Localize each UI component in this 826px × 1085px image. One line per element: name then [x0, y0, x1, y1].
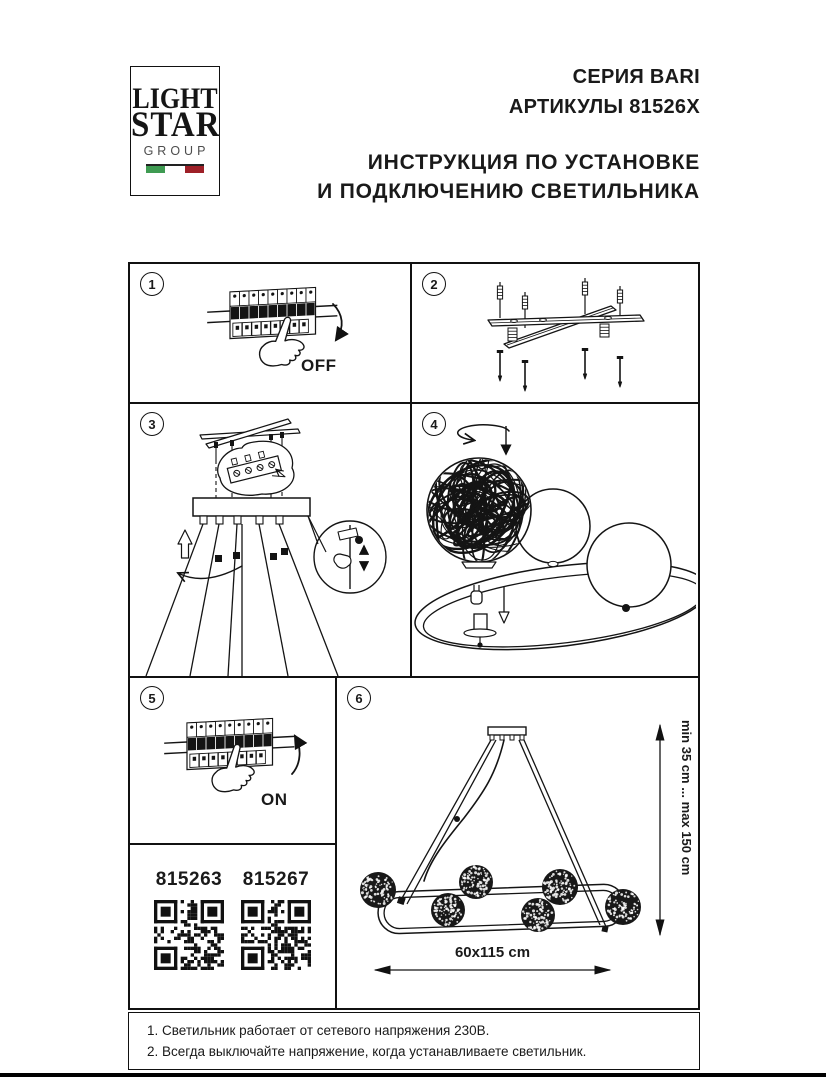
logo-group-text: GROUP	[143, 144, 210, 158]
steps-grid	[128, 262, 700, 1010]
step-number-badge: 4	[422, 412, 446, 436]
on-label: ON	[261, 790, 288, 809]
italy-flag-icon	[146, 164, 204, 173]
step-panel-2	[412, 264, 698, 404]
step-panel-5	[130, 678, 337, 845]
series-title: СЕРИЯ BARI	[572, 66, 700, 88]
qr-code-left	[154, 900, 224, 970]
safety-notes	[128, 1012, 700, 1070]
step-number-badge: 1	[140, 272, 164, 296]
qr-item	[231, 869, 321, 970]
flag-green-stripe	[146, 166, 165, 173]
instruction-title-line1: ИНСТРУКЦИЯ ПО УСТАНОВКЕ	[367, 151, 700, 174]
breaker-off-drawing	[130, 264, 410, 402]
canopy-wiring-drawing	[130, 404, 410, 676]
instruction-title-line2: И ПОДКЛЮЧЕНИЮ СВЕТИЛЬНИКА	[317, 180, 700, 203]
lightstar-logo	[130, 66, 220, 196]
step-number-badge: 3	[140, 412, 164, 436]
article-code-right: 815267	[242, 869, 310, 890]
step-panel-6	[337, 678, 698, 1008]
note-line-2: 2. Всегда выключайте напряжение, когда устанавливаете светильник.	[147, 1044, 587, 1059]
step-panel-4	[412, 404, 698, 678]
logo-light-text: LIGHT	[132, 81, 218, 116]
flag-white-stripe	[165, 166, 184, 173]
step-number-badge: 6	[347, 686, 371, 710]
article-code-left: 815263	[155, 869, 223, 890]
qr-code-right	[241, 900, 311, 970]
step-panel-3	[130, 404, 412, 678]
document-header	[317, 62, 700, 206]
qr-section	[130, 845, 337, 1008]
step-number-badge: 2	[422, 272, 446, 296]
height-range-label: min 35 cm ... max 150 cm	[679, 720, 694, 876]
bracket-screws-drawing	[412, 264, 696, 402]
sphere-assembly-drawing	[412, 404, 696, 676]
logo-star-text: STAR	[131, 105, 221, 145]
note-line-1: 1. Светильник работает от сетевого напряжения 230В.	[147, 1023, 490, 1038]
width-dimension-label: 60x115 cm	[454, 944, 531, 961]
off-label: OFF	[301, 356, 337, 375]
footer-rule	[0, 1073, 826, 1077]
qr-item	[144, 869, 234, 970]
flag-red-stripe	[185, 166, 204, 173]
step-number-badge: 5	[140, 686, 164, 710]
articles-title: АРТИКУЛЫ 81526X	[508, 96, 700, 118]
step-panel-1	[130, 264, 412, 404]
